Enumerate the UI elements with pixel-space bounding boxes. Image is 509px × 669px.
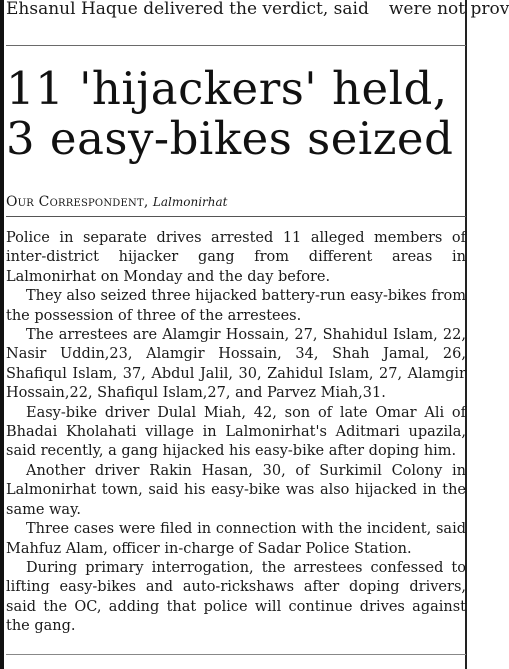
- byline-place: Lalmonirhat: [152, 195, 228, 209]
- previous-article-fragment: [6, 0, 509, 20]
- byline-correspondent: Our Correspondent,: [6, 194, 149, 210]
- paragraph-7: During primary interrogation, the arrestees confessed to lifting easy-bikes and auto-rickshaws after doping drivers, said the OC, adding that police will continue drives against the gang.: [6, 559, 466, 635]
- bottom-divider: [6, 654, 466, 655]
- paragraph-6: Three cases were filed in connection with the incident, said Mahfuz Alam, officer in-charge of Sadar Police Station.: [6, 521, 466, 557]
- headline-line-2: 3 easy-bikes seized: [6, 112, 454, 165]
- paragraph-5: Another driver Rakin Hasan, 30, of Surkimil Colony in Lalmonirhat town, said his easy-bike was also hijacked in the same way.: [6, 462, 466, 518]
- byline-divider: [6, 216, 466, 217]
- previous-article-right-text: were not prov: [388, 0, 509, 19]
- paragraph-1: Police in separate drives arrested 11 alleged members of inter-district hijacker gang from different areas in Lalmonirhat on Monday and the day before.: [6, 230, 466, 285]
- article-body: [6, 229, 466, 637]
- headline-line-1: 11 'hijackers' held,: [6, 62, 448, 115]
- top-divider: [6, 45, 466, 46]
- paragraph-4: Easy-bike driver Dulal Miah, 42, son of late Omar Ali of Bhadai Kholahati village in Lalmonirhat's Aditmari upazila, said recently, a gang hijacked his easy-bike after doping him.: [6, 404, 466, 460]
- paragraph-2: They also seized three hijacked battery-run easy-bikes from the possession of three of the arrestees.: [6, 288, 466, 324]
- previous-article-left-text: Ehsanul Haque delivered the verdict, said: [6, 0, 369, 19]
- article-headline: [6, 64, 468, 164]
- left-column-border: [0, 0, 4, 669]
- paragraph-3: The arrestees are Alamgir Hossain, 27, Shahidul Islam, 22, Nasir Uddin,23, Alamgir Hossain, 34, Shah Jamal, 26, Shafiqul Islam, 37, Abdul Jalil, 30, Zahidul Islam, 27, Alamgir Hossain,22, Shafiqul Islam,27, and Parvez Miah,31.: [6, 327, 466, 402]
- byline: [6, 193, 466, 211]
